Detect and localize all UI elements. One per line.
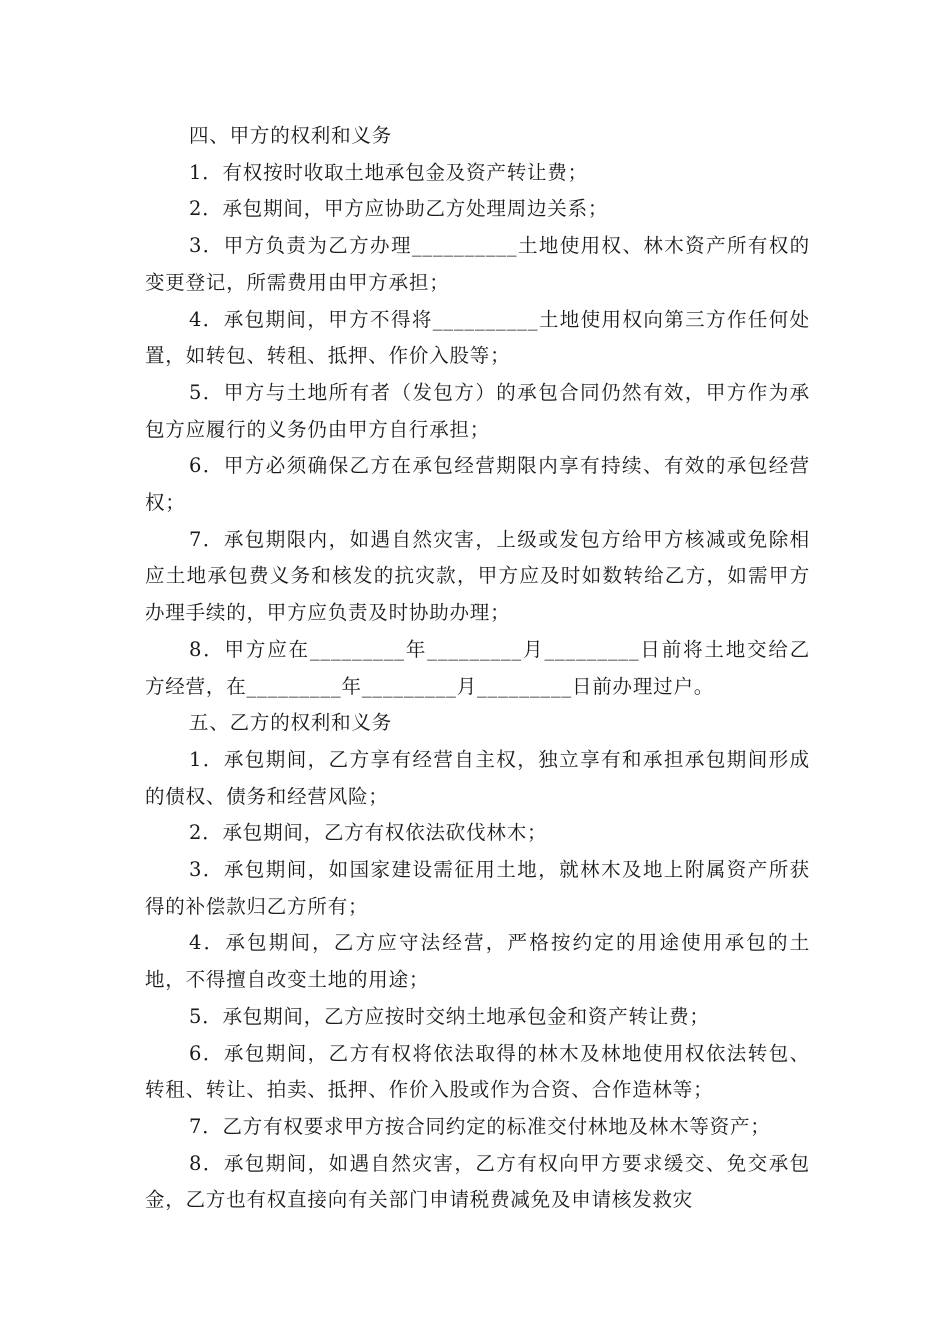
section-4-item-1: 1．有权按时收取土地承包金及资产转让费； [189,160,588,184]
section-5-item-3: 3．承包期间，如国家建设需征用土地，就林木及地上附属资产所获得的补偿款归乙方所有； [145,858,810,918]
section-4-item-8: 8．甲方应在_________年_________月_________日前将土地交给乙方经营，在_________年_________月_________日前办理过户。 [145,637,810,698]
section-5-item-7: 7．乙方有权要求甲方按合同约定的标准交付林地及林木等资产； [189,1114,771,1138]
section-5-item-4: 4．承包期间，乙方应守法经营，严格按约定的用途使用承包的土地，不得擅自改变土地的用途； [145,931,810,992]
section-5-heading: 五、乙方的权利和义务 [189,711,393,735]
section-4-item-7: 7．承包期限内，如遇自然灾害，上级或发包方给甲方核减或免除相应土地承包费义务和核发的抗灾款，甲方应及时如数转给乙方，如需甲方办理手续的，甲方应负责及时协助办理； [145,527,810,625]
section-5-item-6: 6．承包期间，乙方有权将依法取得的林木及林地使用权依法转包、转租、转让、拍卖、抵押、作价入股或作为合资、合作造林等； [145,1041,810,1102]
section-4-item-6: 6．甲方必须确保乙方在承包经营期限内享有持续、有效的承包经营权； [145,454,810,515]
section-4-item-5: 5．甲方与土地所有者（发包方）的承包合同仍然有效，甲方作为承包方应履行的义务仍由甲方自行承担； [145,380,810,441]
section-4-item-3: 3．甲方负责为乙方办理__________土地使用权、林木资产所有权的变更登记，所需费用由甲方承担； [145,234,810,294]
section-5-item-8: 8．承包期间，如遇自然灾害，乙方有权向甲方要求缓交、免交承包金，乙方也有权直接向有关部门申请税费减免及申请核发救灾 [145,1151,810,1212]
document-page [145,118,810,1219]
section-5-item-2: 2．承包期间，乙方有权依法砍伐林木； [189,821,548,845]
section-5-item-5: 5．承包期间，乙方应按时交纳土地承包金和资产转让费； [189,1004,710,1028]
section-5-item-1: 1．承包期间，乙方享有经营自主权，独立享有和承担承包期间形成的债权、债务和经营风险； [145,747,810,808]
section-4-item-2: 2．承包期间，甲方应协助乙方处理周边关系； [189,197,609,221]
section-4-heading: 四、甲方的权利和义务 [189,124,393,147]
section-4-item-4: 4．承包期间，甲方不得将__________土地使用权向第三方作任何处置，如转包、转租、抵押、作价入股等； [145,307,810,368]
